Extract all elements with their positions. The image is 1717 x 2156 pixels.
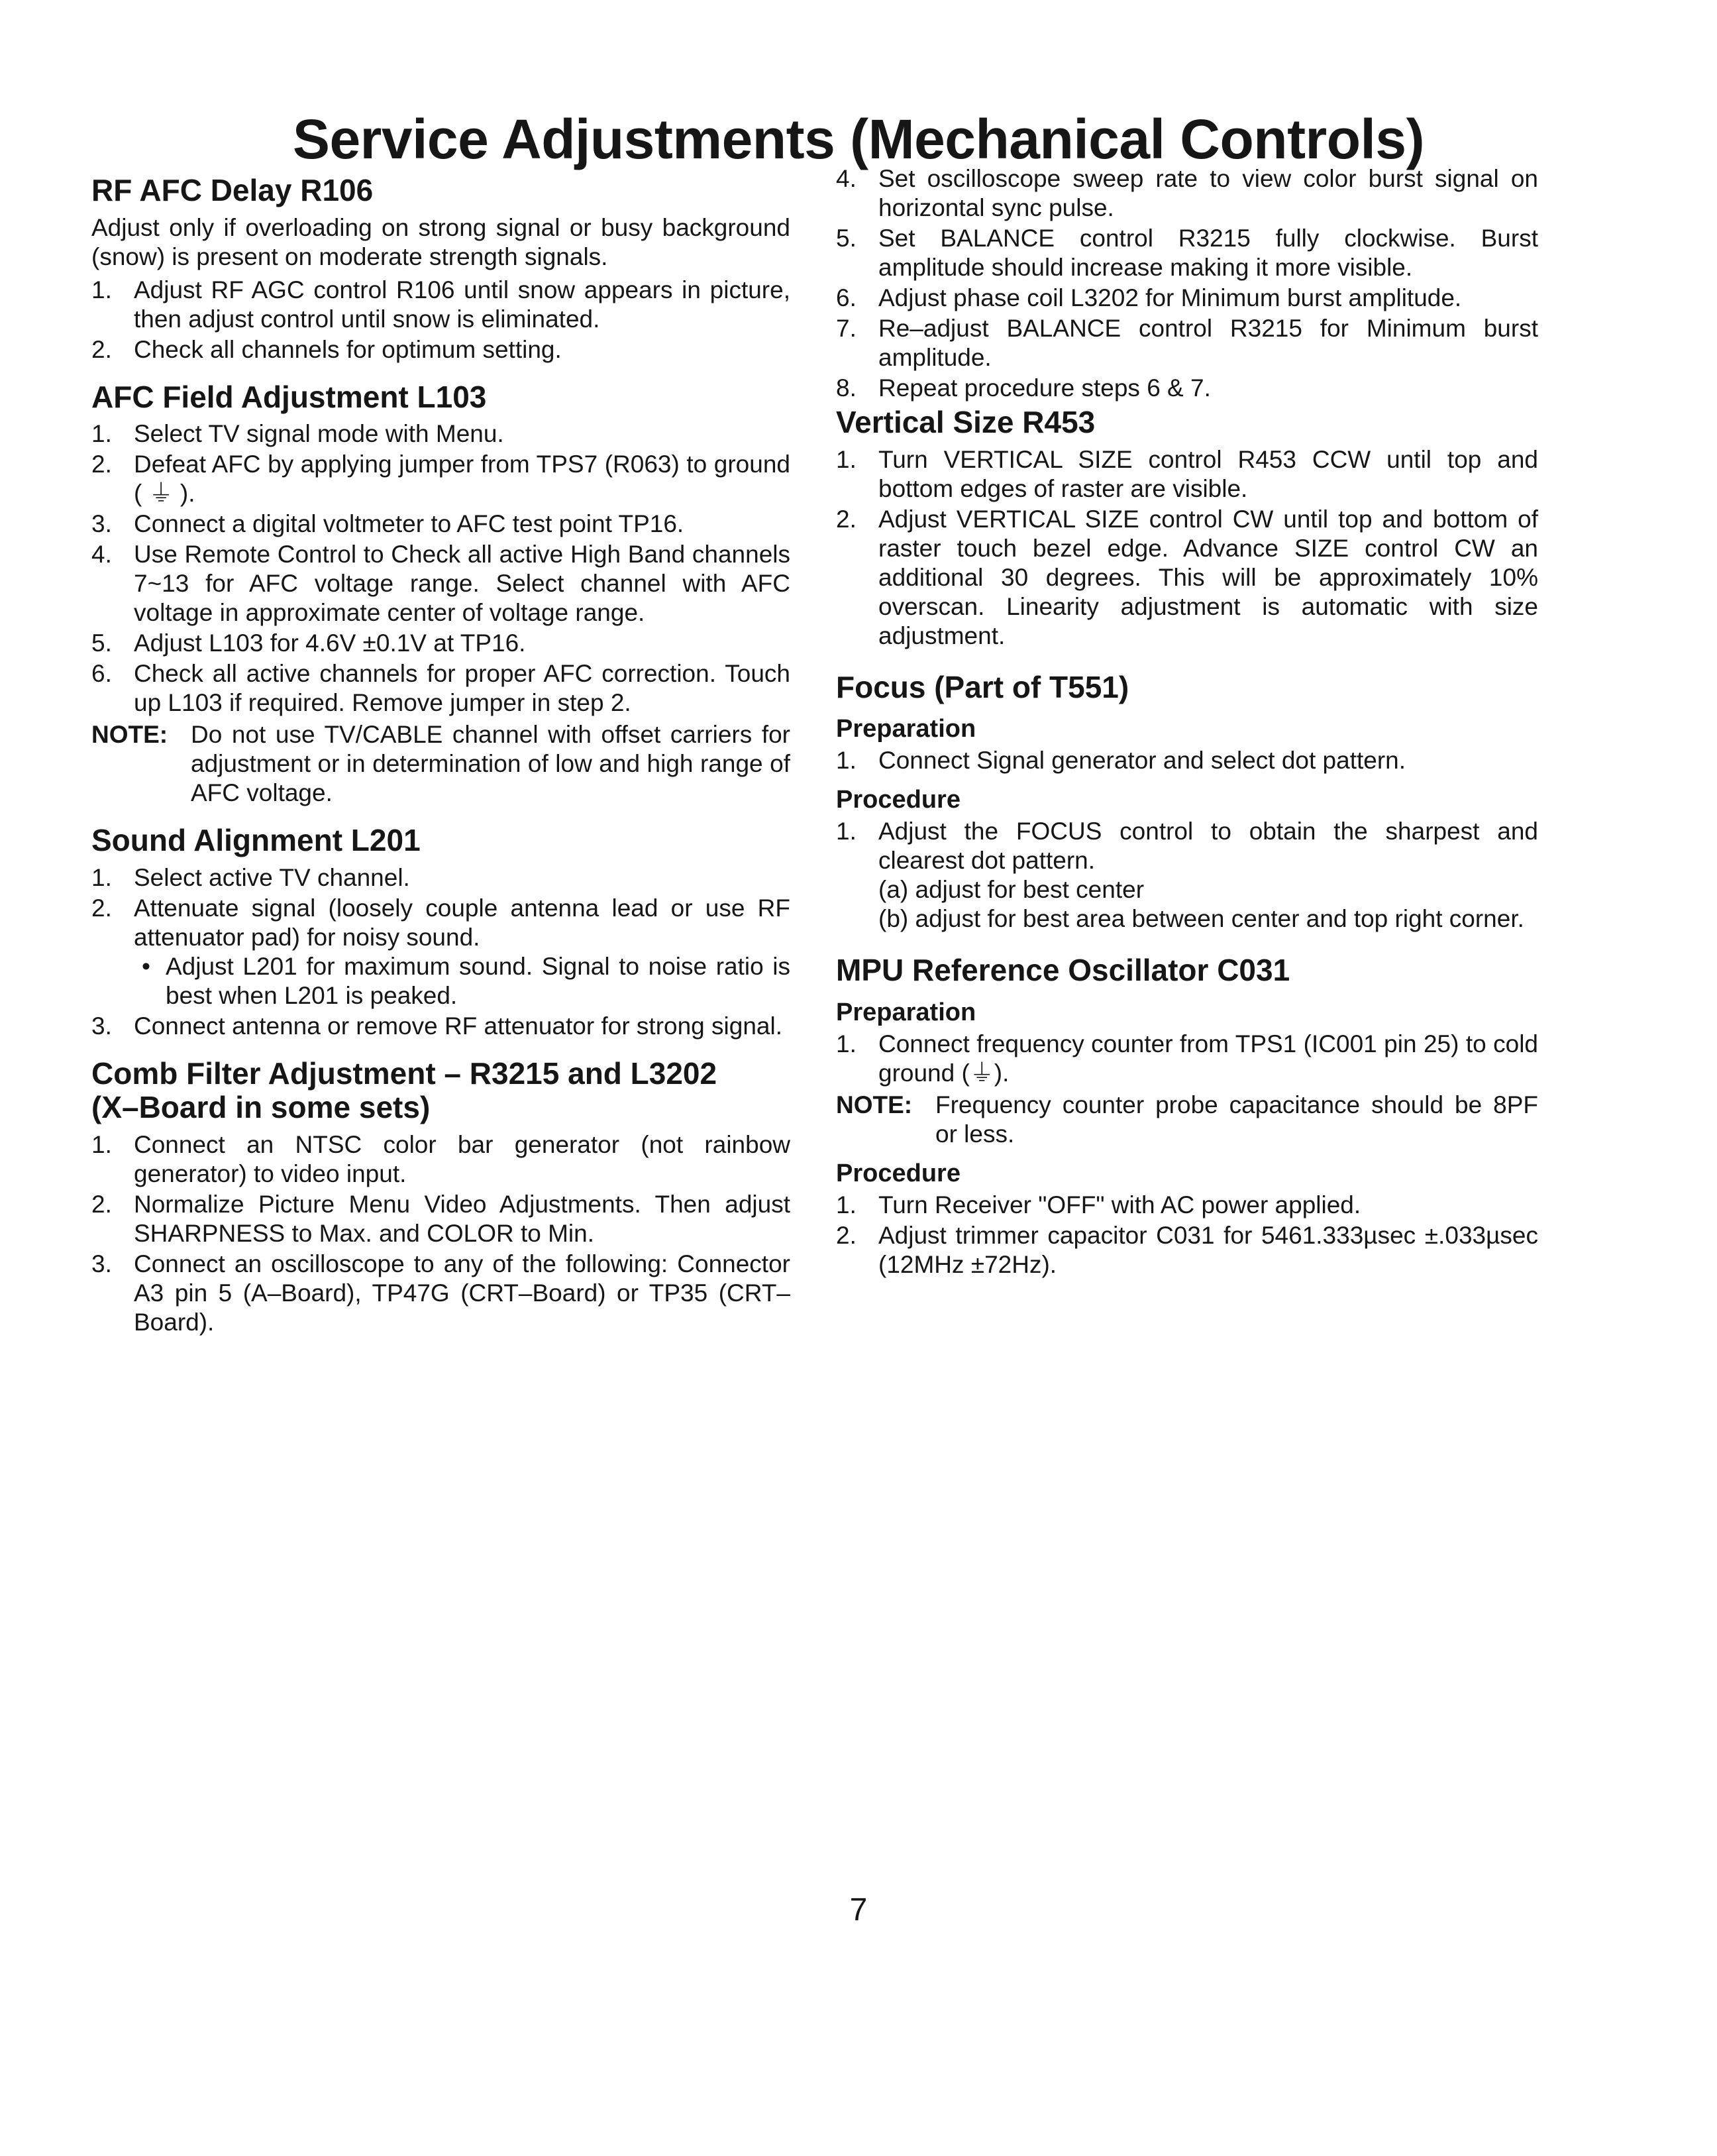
step-number: 4. bbox=[91, 541, 112, 568]
rf-afc-delay-steps bbox=[91, 276, 790, 364]
sound-alignment-heading: Sound Alignment L201 bbox=[91, 823, 421, 858]
step-text: Select active TV channel. bbox=[134, 863, 410, 891]
afc-field-note bbox=[91, 720, 790, 808]
step-number: 5. bbox=[836, 225, 857, 252]
note-text: Do not use TV/CABLE channel with offset carriers for adjustment or in determination of low and high range of AFC voltage. bbox=[191, 721, 790, 807]
step-number: 1. bbox=[836, 747, 857, 775]
list-item bbox=[836, 1221, 1538, 1279]
step-number: 1. bbox=[91, 863, 112, 891]
list-item bbox=[91, 659, 790, 718]
sound-alignment-section bbox=[91, 824, 790, 1041]
step-text: Select TV signal mode with Menu. bbox=[134, 420, 504, 448]
step-text: Connect Signal generator and select dot pattern. bbox=[878, 747, 1406, 775]
step-number: 7. bbox=[836, 315, 857, 342]
step-number: 6. bbox=[91, 660, 112, 688]
step-text: Connect an NTSC color bar generator (not rainbow generator) to video input. bbox=[134, 1130, 790, 1187]
step-number: 1. bbox=[836, 1030, 857, 1057]
step-number: 5. bbox=[91, 629, 112, 657]
list-item bbox=[91, 1250, 790, 1337]
list-item bbox=[91, 510, 790, 539]
focus-sub-a: (a) adjust for best center bbox=[878, 876, 1145, 904]
step-number: 1. bbox=[91, 276, 112, 303]
mpu-procedure-steps bbox=[836, 1191, 1538, 1279]
page-title: Service Adjustments (Mechanical Controls) bbox=[292, 108, 1425, 170]
comb-filter-heading bbox=[91, 1057, 790, 1125]
vertical-size-steps bbox=[836, 445, 1538, 651]
left-column bbox=[91, 174, 790, 1338]
step-text: Turn Receiver "OFF" with AC power applied. bbox=[878, 1191, 1361, 1218]
list-item bbox=[91, 629, 790, 658]
step-text: Connect antenna or remove RF attenuator for strong signal. bbox=[134, 1012, 782, 1040]
step-text: Set oscilloscope sweep rate to view color burst signal on horizontal sync pulse. bbox=[878, 165, 1538, 221]
mpu-preparation-label: Preparation bbox=[836, 998, 976, 1026]
step-number: 1. bbox=[836, 445, 857, 473]
step-number: 3. bbox=[91, 1012, 112, 1040]
comb-filter-section bbox=[91, 1057, 790, 1337]
list-item bbox=[836, 746, 1538, 775]
list-item bbox=[836, 817, 1538, 934]
step-number: 2. bbox=[91, 894, 112, 922]
afc-field-section bbox=[91, 380, 790, 808]
mpu-preparation-steps bbox=[836, 1030, 1538, 1088]
afc-field-heading: AFC Field Adjustment L103 bbox=[91, 379, 487, 414]
step-text: Re–adjust BALANCE control R3215 for Minimum burst amplitude. bbox=[878, 315, 1538, 371]
step-text: Set BALANCE control R3215 fully clockwise. Burst amplitude should increase making it more visible. bbox=[878, 225, 1538, 281]
focus-procedure-label: Procedure bbox=[836, 786, 961, 814]
step-number: 4. bbox=[836, 165, 857, 192]
bullet-text: Adjust L201 for maximum sound. Signal to noise ratio is best when L201 is peaked. bbox=[166, 952, 790, 1009]
step-text: Adjust RF AGC control R106 until snow appears in picture, then adjust control until snow is eliminated. bbox=[134, 276, 790, 333]
step-text: Adjust trimmer capacitor C031 for 5461.333µsec ±.033µsec (12MHz ±72Hz). bbox=[878, 1221, 1538, 1278]
comb-filter-steps-right bbox=[836, 164, 1538, 403]
list-item bbox=[91, 450, 790, 508]
note-text: Frequency counter probe capacitance should be 8PF or less. bbox=[935, 1091, 1538, 1148]
vertical-size-heading: Vertical Size R453 bbox=[836, 405, 1096, 439]
comb-filter-heading-line2: (X–Board in some sets) bbox=[91, 1090, 431, 1125]
list-item bbox=[91, 894, 790, 1010]
rf-afc-delay-heading: RF AFC Delay R106 bbox=[91, 173, 374, 207]
sound-alignment-sublist bbox=[134, 952, 790, 1010]
step-number: 2. bbox=[836, 1221, 857, 1249]
step-text: Adjust L103 for 4.6V ±0.1V at TP16. bbox=[134, 629, 526, 657]
step-number: 1. bbox=[836, 818, 857, 845]
step-number: 2. bbox=[836, 505, 857, 533]
note-label: NOTE: bbox=[836, 1091, 913, 1118]
focus-preparation-label: Preparation bbox=[836, 715, 976, 743]
step-text: Check all active channels for proper AFC correction. Touch up L103 if required. Remove jumper in step 2. bbox=[134, 660, 790, 717]
note-label: NOTE: bbox=[91, 721, 168, 749]
focus-preparation-steps bbox=[836, 746, 1538, 775]
step-text: Connect frequency counter from TPS1 (IC001 pin 25) to cold ground (⏚). bbox=[878, 1030, 1538, 1087]
comb-filter-continued bbox=[836, 164, 1538, 403]
list-item bbox=[836, 1030, 1538, 1088]
mpu-section bbox=[836, 953, 1538, 1279]
list-item bbox=[91, 1012, 790, 1041]
step-text: Defeat AFC by applying jumper from TPS7 (R063) to ground ( ⏚ ). bbox=[134, 451, 790, 508]
focus-section bbox=[836, 671, 1538, 934]
step-number: 1. bbox=[91, 1130, 112, 1158]
list-item bbox=[91, 1130, 790, 1189]
list-item bbox=[836, 445, 1538, 504]
step-number: 1. bbox=[91, 420, 112, 448]
comb-filter-heading-line1: Comb Filter Adjustment – R3215 and L3202 bbox=[91, 1055, 717, 1091]
vertical-size-section bbox=[836, 405, 1538, 651]
step-text: Turn VERTICAL SIZE control R453 CCW until top and bottom edges of raster are visible. bbox=[878, 445, 1538, 502]
step-text: Normalize Picture Menu Video Adjustments. Then adjust SHARPNESS to Max. and COLOR to Min. bbox=[134, 1190, 790, 1247]
comb-filter-steps-left bbox=[91, 1130, 790, 1337]
step-text: Check all channels for optimum setting. bbox=[134, 335, 562, 363]
mpu-heading: MPU Reference Oscillator C031 bbox=[836, 953, 1290, 988]
focus-heading: Focus (Part of T551) bbox=[836, 669, 1129, 704]
step-text: Connect a digital voltmeter to AFC test point TP16. bbox=[134, 510, 684, 538]
list-item bbox=[836, 164, 1538, 223]
mpu-note bbox=[836, 1091, 1538, 1149]
list-item bbox=[836, 1191, 1538, 1220]
step-text: Connect an oscilloscope to any of the following: Connector A3 pin 5 (A–Board), TP47G (CRT–Board) or TP35 (CRT–Board). bbox=[134, 1250, 790, 1336]
list-item bbox=[836, 374, 1538, 403]
step-text: Attenuate signal (loosely couple antenna lead or use RF attenuator pad) for noisy sound. bbox=[134, 894, 790, 951]
list-item bbox=[836, 314, 1538, 372]
list-item bbox=[91, 1190, 790, 1248]
step-number: 8. bbox=[836, 374, 857, 402]
focus-sub-b: (b) adjust for best area between center and top right corner. bbox=[878, 905, 1524, 933]
step-number: 3. bbox=[91, 510, 112, 538]
list-item bbox=[836, 284, 1538, 313]
rf-afc-delay-intro: Adjust only if overloading on strong signal or busy background (snow) is present on moderate strength signals. bbox=[91, 213, 790, 270]
step-text: Adjust the FOCUS control to obtain the sharpest and clearest dot pattern. bbox=[878, 818, 1538, 875]
list-item bbox=[836, 224, 1538, 282]
sound-alignment-steps bbox=[91, 863, 790, 1041]
mpu-procedure-label: Procedure bbox=[836, 1159, 961, 1187]
list-item bbox=[134, 952, 790, 1010]
list-item bbox=[91, 335, 790, 364]
rf-afc-delay-section bbox=[91, 174, 790, 364]
step-text: Use Remote Control to Check all active High Band channels 7~13 for AFC voltage range. Select channel with AFC voltage in approximate center of voltage range. bbox=[134, 541, 790, 627]
step-number: 2. bbox=[91, 451, 112, 478]
right-column bbox=[836, 165, 1538, 1281]
step-number: 3. bbox=[91, 1250, 112, 1277]
page-number: 7 bbox=[849, 1892, 868, 1927]
focus-procedure-steps bbox=[836, 817, 1538, 934]
step-text: Adjust phase coil L3202 for Minimum burst amplitude. bbox=[878, 284, 1462, 311]
list-item bbox=[91, 419, 790, 449]
list-item bbox=[836, 505, 1538, 651]
step-number: 1. bbox=[836, 1191, 857, 1218]
list-item bbox=[91, 540, 790, 627]
step-number: 2. bbox=[91, 335, 112, 363]
list-item bbox=[91, 863, 790, 892]
step-text: Adjust VERTICAL SIZE control CW until top and bottom of raster touch bezel edge. Advance SIZE control CW an additional 30 degrees. This will be approximately 10% overscan. Linearity adjustment is automatic with size adjustment. bbox=[878, 505, 1538, 649]
step-number: 6. bbox=[836, 284, 857, 311]
step-number: 2. bbox=[91, 1190, 112, 1218]
list-item bbox=[91, 276, 790, 334]
afc-field-steps bbox=[91, 419, 790, 718]
step-text: Repeat procedure steps 6 & 7. bbox=[878, 374, 1211, 402]
bullet-icon: • bbox=[142, 952, 150, 980]
